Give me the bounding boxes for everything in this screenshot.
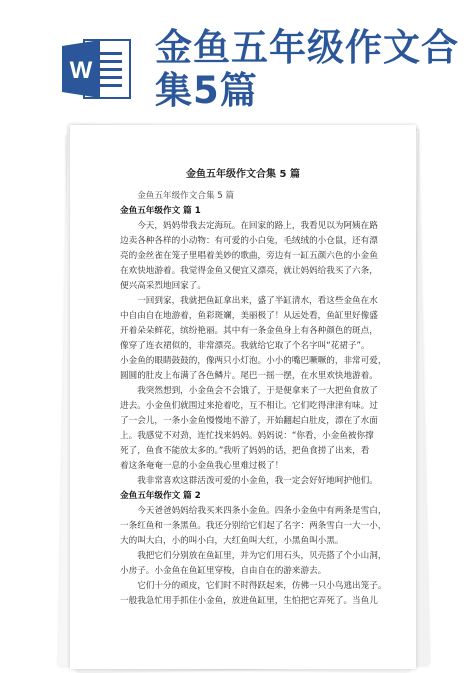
paragraph-line: 在欢快地游着。我觉得金鱼又便宜又漂亮，就让妈妈给我买了六条，: [120, 266, 378, 276]
paragraph-line: 亮的金丝雀在笼子里唱着美妙的歌曲，旁边有一缸五颜六色的小金鱼: [120, 251, 378, 261]
document-title: 金鱼五年级作文合集 5 篇: [186, 169, 300, 180]
paragraph-line: 我突然想到，小金鱼会不会饿了，于是便拿来了一大把鱼食放了: [137, 386, 378, 396]
paragraph-line: 我把它们分别放在鱼缸里，并为它们用石头，贝壳搭了个小山洞，: [137, 551, 387, 561]
paragraph-line: 圆圆的肚皮上布满了各色鳞片。尾巴一摇一摆，在水里欢快地游着。: [120, 371, 378, 381]
paragraph-line: 今天，妈妈带我去定海玩。在回家的路上，我看见以为阿姨在路: [137, 221, 378, 231]
paragraph-line: 一回到家，我就把鱼缸拿出来，盛了半缸清水，看这些金鱼在水: [137, 296, 378, 306]
paragraph-line: 上。我感觉不对劲，连忙找来妈妈。妈妈说：“你看，小金鱼被你撑: [120, 431, 374, 441]
banner-title-line-1: 金鱼五年级作文合: [155, 26, 459, 69]
paragraph-line: 死了，鱼食不能放太多的。”我听了妈妈的话，把鱼食捞了出来，看: [120, 446, 370, 456]
document-page: [70, 125, 416, 669]
paragraph-line: 一般我急忙用手抓住小金鱼，放进鱼缸里，生怕把它弄死了。当鱼儿: [120, 596, 378, 606]
paragraph-line: 便兴高采烈地回家了。: [120, 281, 206, 291]
paragraph-line: 今天爸爸妈妈给我买来四条小金鱼。四条小金鱼中有两条是雪白，: [137, 506, 387, 516]
word-icon-letter: W: [69, 57, 93, 84]
banner-title: [155, 26, 465, 112]
section-heading: 金鱼五年级作文 篇 2: [120, 491, 201, 501]
paragraph-line: 小房子。小金鱼在鱼缸里穿梭，自由自在的游来游去。: [120, 566, 327, 576]
paragraph-line: 边卖各种各样的小动物：有可爱的小白兔，毛绒绒的小仓鼠，还有漂: [120, 236, 378, 246]
paragraph-line: 它们十分的顽皮，它们时不时得跃起来，仿佛一只小鸟逃出笼子。: [137, 581, 387, 591]
word-document-icon: [60, 36, 134, 102]
paragraph-line: 中自由自在地游着，鱼彩斑斓，美丽极了！从远处看，鱼缸里好像盛: [120, 311, 378, 321]
banner-title-line-2: 集5篇: [155, 69, 258, 112]
document-body: [120, 189, 390, 609]
paragraph-line: 着这条奄奄一息的小金鱼我心里难过极了！: [120, 461, 284, 471]
paragraph-line: 进去。小金鱼们就围过来抢着吃，互不相让。它们吃得津津有味。过: [120, 401, 378, 411]
paragraph-line: 像穿了连衣裙似的，非常漂亮。我就给它取了个名字叫“花裙子”。: [120, 341, 370, 351]
paragraph-line: 了一会儿，一条小金鱼慢慢地不游了，开始翻起白肚皮，漂在了水面: [120, 416, 378, 426]
paragraph-line: 金鱼五年级作文合集 5 篇: [137, 191, 235, 201]
paragraph-line: 大的叫大白，小的叫小白，大红鱼叫大红，小黑鱼叫小黑。: [120, 536, 344, 546]
paragraph-line: 我非常喜欢这群活泼可爱的小金鱼，我一定会好好地呵护他们。: [137, 476, 378, 486]
paragraph-line: 一条红鱼和一条黑鱼。我还分别给它们起了名字：两条雪白一大一小，: [120, 521, 387, 531]
paragraph-line: 小金鱼的眼睛鼓鼓的，像两只小灯泡。小小的嘴巴噘噘的，非常可爱，: [120, 356, 387, 366]
paragraph-line: 开着朵朵鲜花，缤纷艳丽。其中有一条金鱼身上有各种颜色的斑点，: [120, 326, 378, 336]
section-heading: 金鱼五年级作文 篇 1: [120, 206, 201, 216]
banner: [0, 0, 474, 125]
